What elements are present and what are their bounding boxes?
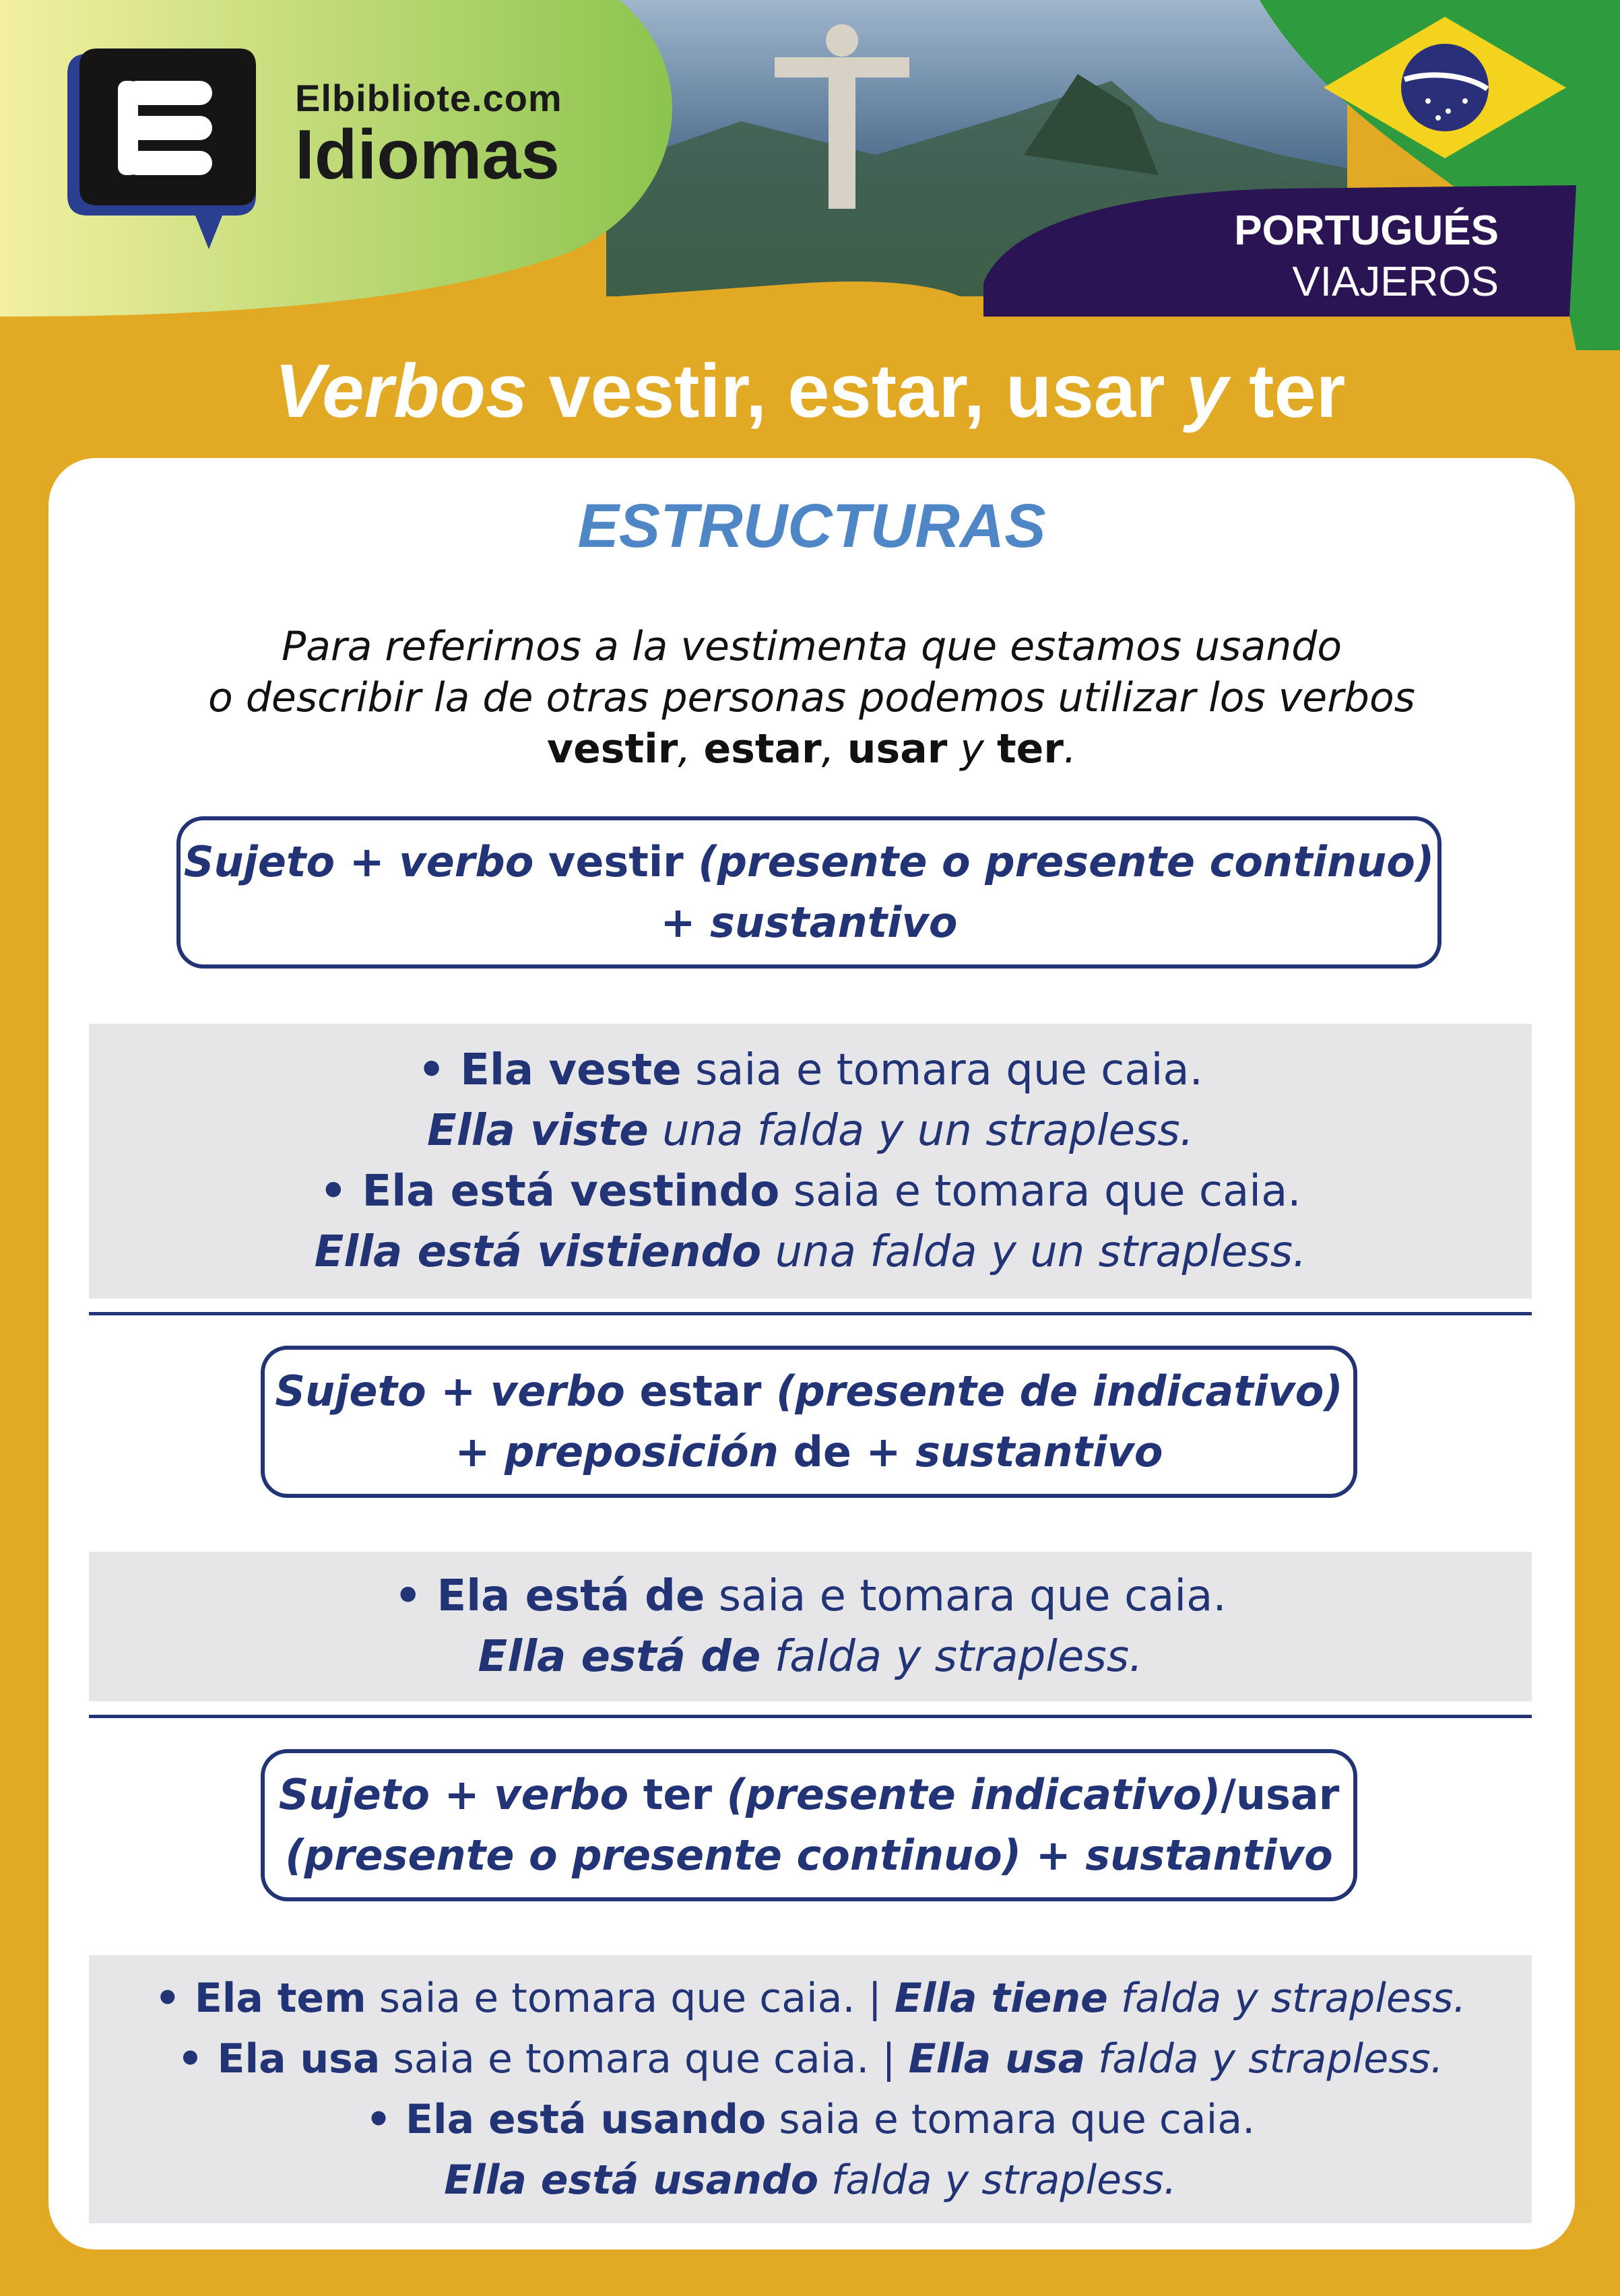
content-card — [48, 458, 1575, 2250]
example-translation: Ella está usando falda y strapless. — [444, 2157, 1177, 2204]
formula-box-ter-usar — [261, 1749, 1357, 1901]
language-badge-text — [1234, 207, 1499, 305]
formula-line: (presente o presente continuo) + sustantivo — [285, 1831, 1333, 1880]
example-translation: Ella está de falda y strapless. — [478, 1632, 1143, 1682]
example-block-vestir — [89, 1024, 1532, 1299]
formula-line: Sujeto + verbo estar (presente de indicativo) — [275, 1367, 1343, 1416]
example-line: • Ela tem saia e tomara que caia. | Ella tiene falda y strapless. — [154, 1975, 1466, 2022]
formula-line: Sujeto + verbo ter (presente indicativo)/usar — [278, 1770, 1340, 1819]
example-line: • Ela está usando saia e tomara que caia. — [365, 2096, 1256, 2143]
title-last: ter — [1249, 349, 1346, 433]
intro-line-2: o describir la de otras personas podemos utilizar los verbos — [208, 674, 1415, 721]
example-block-estar — [89, 1552, 1532, 1701]
intro-line-3: vestir, estar, usar y ter. — [546, 725, 1077, 773]
section-heading: ESTRUCTURAS — [577, 492, 1046, 560]
formula-box-vestir — [176, 816, 1441, 969]
example-line: • Ela está de saia e tomara que caia. — [394, 1571, 1227, 1621]
title-conj: y — [1186, 349, 1229, 433]
brand-logo[interactable] — [295, 77, 562, 194]
intro-paragraph — [48, 621, 1575, 775]
title-verbs: vestir, estar, usar — [548, 349, 1165, 433]
brand-site: Elbibliote.com — [295, 77, 562, 119]
example-line: • Ela está vestindo saia e tomara que caia. — [319, 1167, 1301, 1216]
formula-line: + preposición de + sustantivo — [455, 1427, 1163, 1476]
language-name: PORTUGUÉS — [1234, 207, 1499, 254]
header — [0, 0, 1620, 350]
formula-line: + sustantivo — [660, 898, 958, 947]
example-translation: Ella viste una falda y un strapless. — [426, 1106, 1194, 1156]
formula-box-estar — [261, 1346, 1357, 1498]
example-line: • Ela usa saia e tomara que caia. | Ella usa falda y strapless. — [177, 2035, 1444, 2082]
divider — [89, 1715, 1532, 1718]
example-line: • Ela veste saia e tomara que caia. — [418, 1045, 1203, 1095]
brand-product: Idiomas — [295, 116, 560, 194]
language-level: VIAJEROS — [1292, 259, 1499, 305]
example-block-ter-usar — [89, 1955, 1532, 2223]
example-translation: Ella está vistiendo una falda y un strapless. — [314, 1227, 1307, 1277]
formula-line: Sujeto + verbo vestir (presente o presente continuo) — [183, 837, 1435, 886]
title-prefix: Verbos — [274, 349, 528, 433]
intro-line-1: Para referirnos a la vestimenta que estamos usando — [281, 623, 1342, 670]
divider — [89, 1312, 1532, 1315]
page-title — [0, 349, 1620, 433]
